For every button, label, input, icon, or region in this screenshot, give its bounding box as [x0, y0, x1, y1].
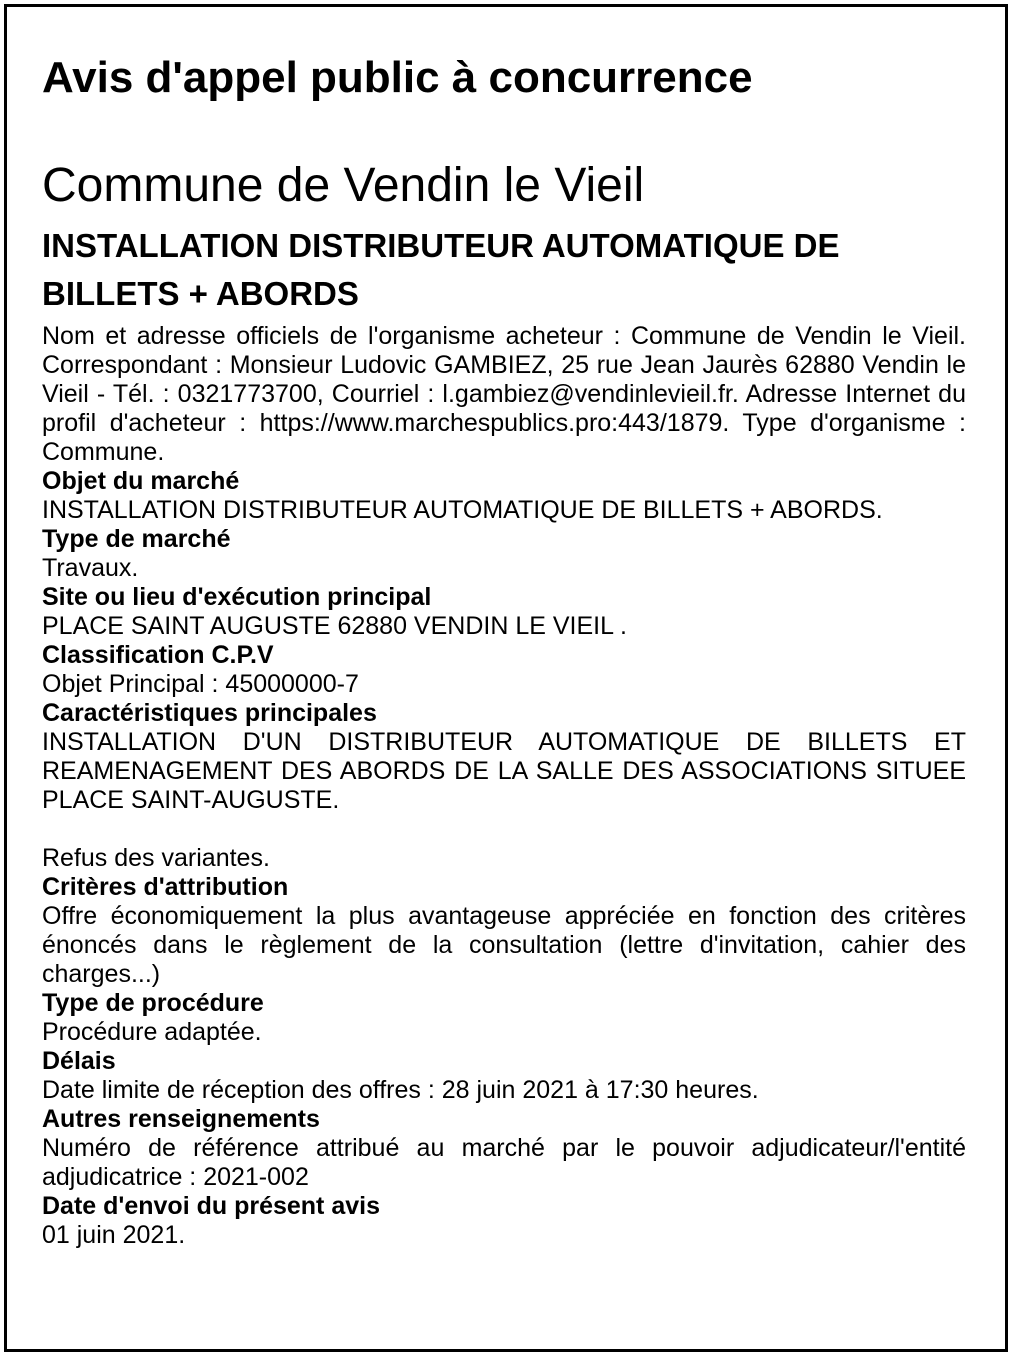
notice-body: [42, 322, 966, 1250]
paragraph-gap: [42, 815, 966, 844]
section-heading-site: Site ou lieu d'exécution principal: [42, 583, 432, 611]
section-heading-date-envoi: Date d'envoi du présent avis: [42, 1192, 380, 1220]
section-heading-procedure: Type de procédure: [42, 989, 264, 1017]
intro-paragraph: Nom et adresse officiels de l'organisme acheteur : Commune de Vendin le Vieil. Correspondant : Monsieur Ludovic GAMBIEZ, 25 rue Jean Jaurès 62880 Vendin le Vieil - Tél. : 0321773700, Courriel : l.gambiez@vendinlevieil.fr. Adresse Internet du profil d'acheteur : https://www.marchespublics.pro:443/1879. Type d'organisme : Commune.: [42, 322, 966, 466]
notice-content: [42, 48, 966, 1250]
section-text-site: PLACE SAINT AUGUSTE 62880 VENDIN LE VIEIL .: [42, 612, 627, 640]
section-heading-criteres: Critères d'attribution: [42, 873, 289, 901]
notice-subject: INSTALLATION DISTRIBUTEUR AUTOMATIQUE DE BILLETS + ABORDS: [42, 227, 840, 312]
section-text-autres: Numéro de référence attribué au marché par le pouvoir adjudicateur/l'entité adjudicatrice : 2021-002: [42, 1134, 966, 1191]
commune-name: Commune de Vendin le Vieil: [42, 159, 645, 212]
section-text-cpv: Objet Principal : 45000000-7: [42, 670, 359, 698]
section-text-criteres: Offre économiquement la plus avantageuse appréciée en fonction des critères énoncés dans le règlement de la consultation (lettre d'invitation, cahier des charges...): [42, 902, 966, 988]
section-text-delais: Date limite de réception des offres : 28 juin 2021 à 17:30 heures.: [42, 1076, 759, 1104]
section-heading-objet: Objet du marché: [42, 467, 240, 495]
section-heading-caracteristiques: Caractéristiques principales: [42, 699, 377, 727]
section-heading-autres: Autres renseignements: [42, 1105, 320, 1133]
section-text-type-marche: Travaux.: [42, 554, 139, 582]
section-text-procedure: Procédure adaptée.: [42, 1018, 262, 1046]
section-text-objet: INSTALLATION DISTRIBUTEUR AUTOMATIQUE DE BILLETS + ABORDS.: [42, 496, 883, 524]
section-extra-variantes: Refus des variantes.: [42, 844, 270, 872]
section-heading-delais: Délais: [42, 1047, 116, 1075]
section-heading-cpv: Classification C.P.V: [42, 641, 274, 669]
section-text-caracteristiques: INSTALLATION D'UN DISTRIBUTEUR AUTOMATIQUE DE BILLETS ET REAMENAGEMENT DES ABORDS DE LA SALLE DES ASSOCIATIONS SITUEE PLACE SAINT-AUGUSTE.: [42, 728, 966, 814]
notice-title: Avis d'appel public à concurrence: [42, 53, 753, 102]
section-heading-type-marche: Type de marché: [42, 525, 231, 553]
section-text-date-envoi: 01 juin 2021.: [42, 1221, 186, 1249]
